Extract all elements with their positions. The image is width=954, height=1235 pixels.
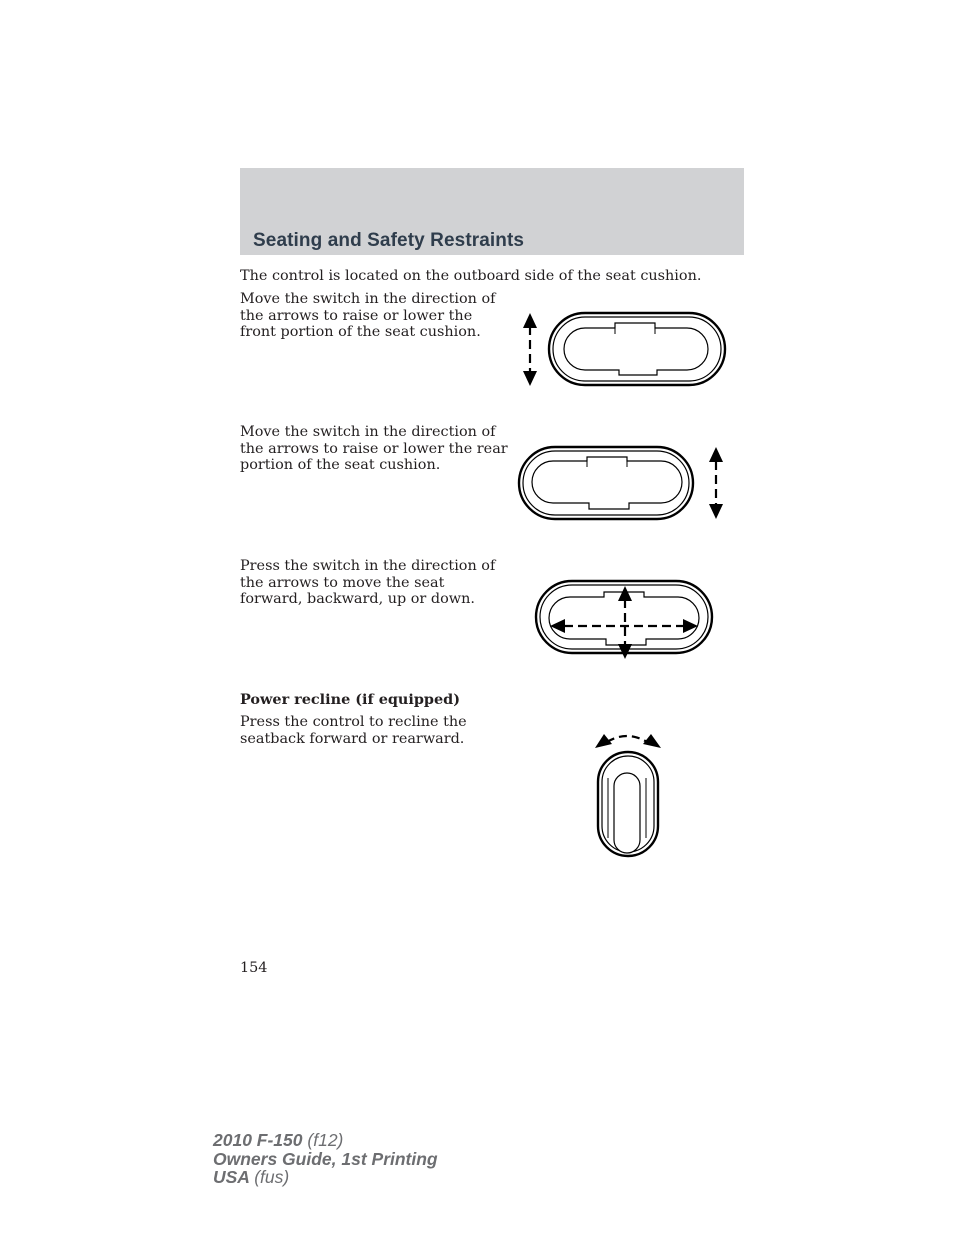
vertical-double-arrow-icon	[523, 313, 537, 386]
front-cushion-switch-illustration	[515, 308, 735, 393]
footer-line-model	[213, 1131, 438, 1150]
text-line: Move the switch in the direction of	[240, 424, 496, 440]
footer-model: 2010 F-150	[213, 1130, 303, 1150]
footer-region-code: (fus)	[254, 1167, 290, 1187]
text-line: the arrows to raise or lower the rear	[240, 440, 508, 457]
text-line: Press the control to recline the	[240, 714, 467, 730]
document-footer	[213, 1131, 438, 1187]
text-line: the arrows to raise or lower the	[240, 307, 473, 324]
section-title: Seating and Safety Restraints	[253, 230, 525, 251]
rear-cushion-text	[240, 424, 508, 474]
four-way-switch-illustration	[530, 575, 720, 663]
text-line: seatback forward or rearward.	[240, 730, 465, 747]
footer-model-code: (f12)	[307, 1130, 344, 1150]
rear-cushion-switch-illustration	[515, 443, 730, 523]
seat-switch-icon	[549, 313, 725, 385]
seat-switch-icon	[519, 447, 693, 519]
vertical-double-arrow-icon	[709, 447, 723, 519]
text-line: Move the switch in the direction of	[240, 291, 496, 307]
page-number: 154	[240, 960, 268, 976]
power-recline-text	[240, 714, 467, 747]
footer-region: USA	[213, 1167, 250, 1187]
curved-double-arrow-icon	[595, 734, 661, 748]
text-line: forward, backward, up or down.	[240, 591, 475, 608]
power-recline-heading: Power recline (if equipped)	[240, 691, 461, 708]
front-cushion-text	[240, 291, 496, 341]
text-line: Press the switch in the direction of	[240, 558, 496, 574]
footer-line-region	[213, 1168, 438, 1187]
text-line: front portion of the seat cushion.	[240, 324, 481, 341]
text-line: portion of the seat cushion.	[240, 457, 441, 474]
four-way-text	[240, 558, 495, 608]
intro-text: The control is located on the outboard side of the seat cushion.	[240, 268, 702, 284]
footer-printing: Owners Guide, 1st Printing	[213, 1148, 438, 1169]
section-header-band	[240, 168, 744, 255]
recline-switch-icon	[598, 752, 658, 856]
text-line: the arrows to move the seat	[240, 574, 445, 591]
recline-switch-illustration	[590, 728, 665, 860]
